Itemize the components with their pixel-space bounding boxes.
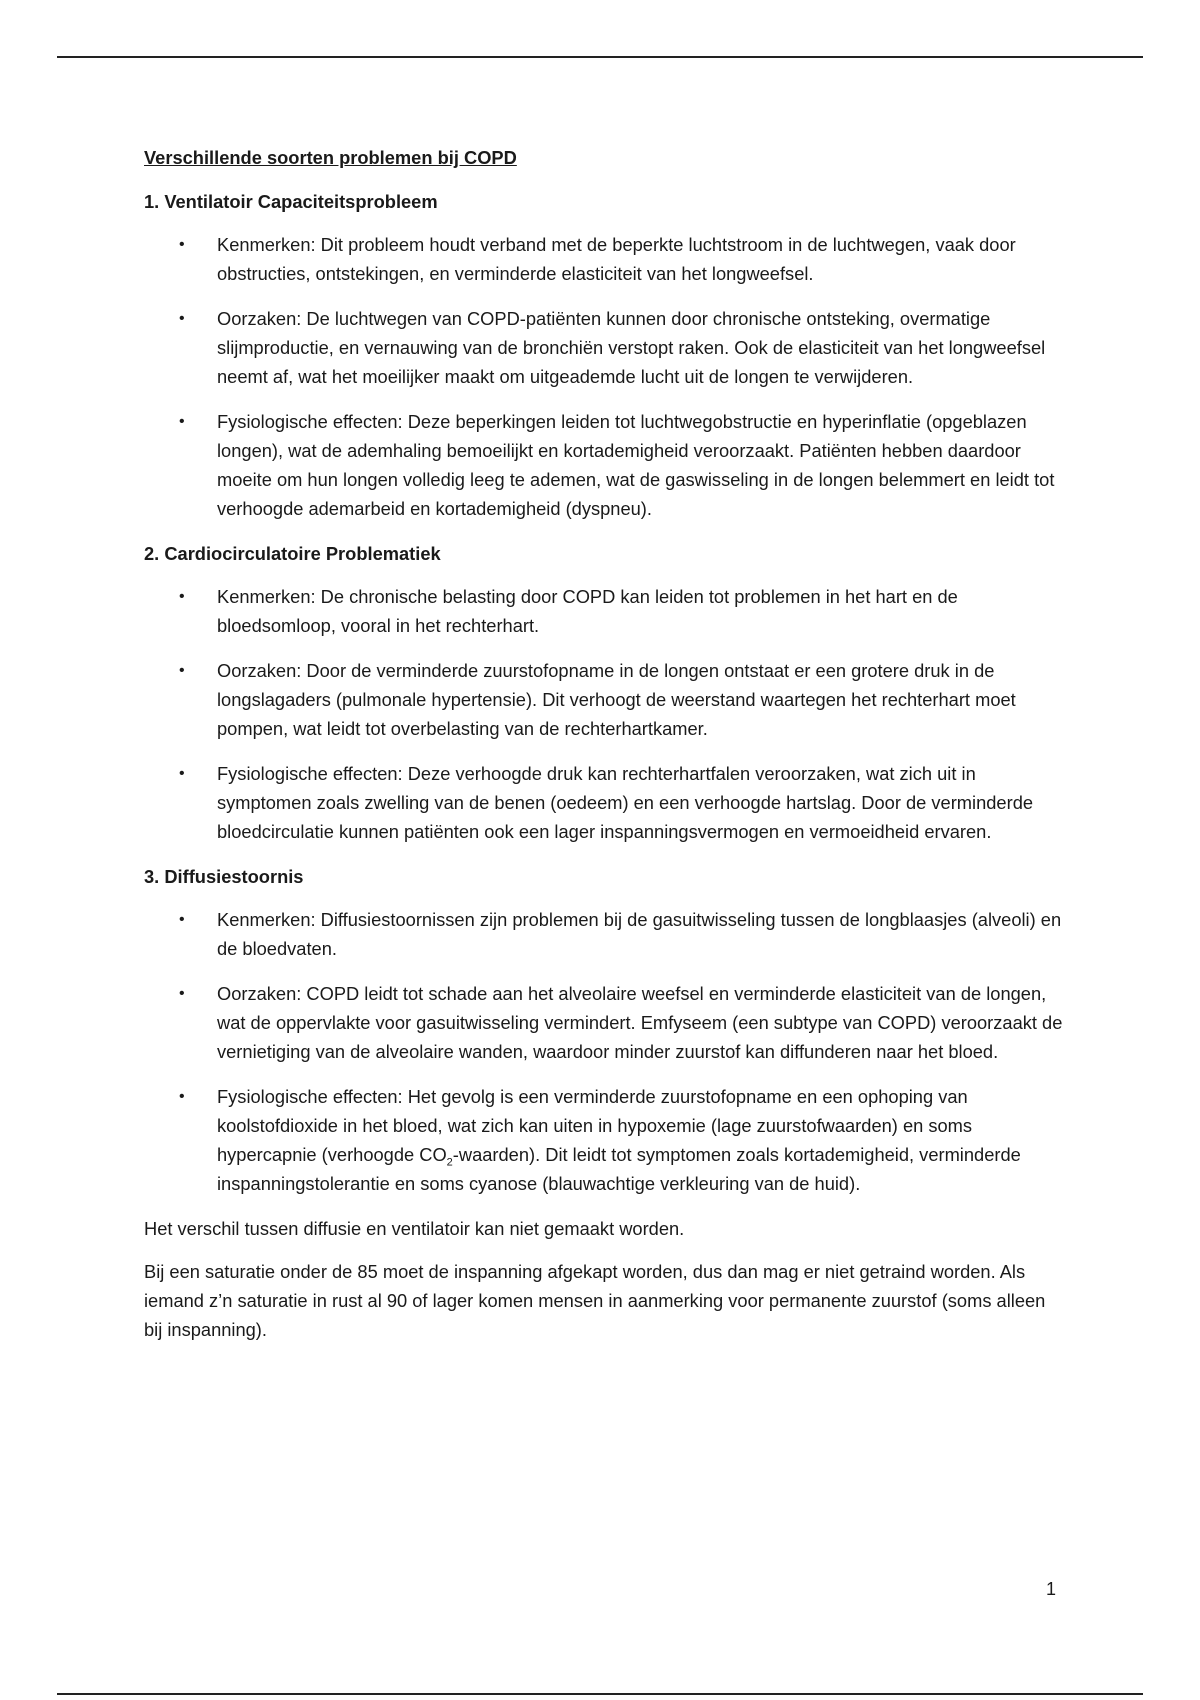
- list-item-text-part: -waarden). Dit leidt tot symptomen zoals kortademigheid, verminderde inspanningstolerantie en soms cyanose (blauwachtige verkleuring van de huid).: [217, 1144, 1021, 1194]
- bullet-icon: •: [179, 310, 185, 327]
- footer-rule: [57, 1693, 1143, 1695]
- bullet-list-diffusiestoornis: [144, 905, 1064, 1198]
- list-item: [144, 905, 1064, 963]
- bullet-icon: •: [179, 765, 185, 782]
- list-item: [144, 656, 1064, 743]
- list-item-text-part: Fysiologische effecten: Het gevolg is een verminderde zuurstofopname en een ophoping van koolstofdioxide in het bloed, wat zich kan uiten in hypoxemie (lage zuurstofwaarden) en soms hypercapnie (verhoogde CO: [217, 1086, 973, 1165]
- list-item: [144, 582, 1064, 640]
- section-heading-cardiocirculatoir: 2. Cardiocirculatoire Problematiek: [144, 543, 441, 564]
- header-rule: [57, 56, 1143, 58]
- list-item-text: Oorzaken: COPD leidt tot schade aan het alveolaire weefsel en verminderde elasticiteit van de longen, wat de oppervlakte voor gasuitwisseling vermindert. Emfyseem (een subtype van COPD) veroorzaakt de vernietiging van de alveolaire wanden, waardoor minder zuurstof kan diffunderen naar het bloed.: [217, 983, 1063, 1062]
- bullet-icon: •: [179, 911, 185, 928]
- document-title: Verschillende soorten problemen bij COPD: [144, 147, 517, 168]
- paragraph-saturatie: Bij een saturatie onder de 85 moet de inspanning afgekapt worden, dus dan mag er niet getraind worden. Als iemand z’n saturatie in rust al 90 of lager komen mensen in aanmerking voor permanente zuurstof (soms alleen bij inspanning).: [144, 1261, 1046, 1340]
- list-item-text: Oorzaken: De luchtwegen van COPD-patiënten kunnen door chronische ontsteking, overmatige slijmproductie, en vernauwing van de bronchiën verstopt raken. Ook de elasticiteit van het longweefsel neemt af, wat het moeilijker maakt om uitgeademde lucht uit de longen te verwijderen.: [217, 308, 1046, 387]
- list-item-text: [217, 1086, 1021, 1194]
- list-item: [144, 304, 1064, 391]
- bullet-icon: •: [179, 588, 185, 605]
- bullet-list-cardiocirculatoir: [144, 582, 1064, 846]
- bullet-list-ventilatoir: [144, 230, 1064, 523]
- list-item: [144, 759, 1064, 846]
- paragraph-diffusie-ventilatoir: Het verschil tussen diffusie en ventilatoir kan niet gemaakt worden.: [144, 1218, 685, 1239]
- list-item-text: Oorzaken: Door de verminderde zuurstofopname in de longen ontstaat er een grotere druk in de longslagaders (pulmonale hypertensie). Dit verhoogt de weerstand waartegen het rechterhart moet pompen, wat leidt tot overbelasting van de rechterhartkamer.: [217, 660, 1016, 739]
- bullet-icon: •: [179, 985, 185, 1002]
- page-number: 1: [1046, 1579, 1057, 1599]
- list-item-text: Kenmerken: Dit probleem houdt verband met de beperkte luchtstroom in de luchtwegen, vaak door obstructies, ontstekingen, en verminderde elasticiteit van het longweefsel.: [217, 234, 1016, 284]
- subscript-two: 2: [446, 1156, 453, 1169]
- list-item-text: Fysiologische effecten: Deze beperkingen leiden tot luchtwegobstructie en hyperinflatie (opgeblazen longen), wat de ademhaling bemoeilijkt en kortademigheid veroorzaakt. Patiënten hebben daardoor moeite om hun longen volledig leeg te ademen, wat de gaswisseling in de longen belemmert en leidt tot verhoogde ademarbeid en kortademigheid (dyspneu).: [217, 411, 1055, 519]
- section-heading-diffusiestoornis: 3. Diffusiestoornis: [144, 866, 304, 887]
- list-item: [144, 407, 1064, 523]
- bullet-icon: •: [179, 662, 185, 679]
- section-heading-ventilatoir: 1. Ventilatoir Capaciteitsprobleem: [144, 191, 438, 212]
- list-item: [144, 230, 1064, 288]
- bullet-icon: •: [179, 413, 185, 430]
- list-item: [144, 1082, 1064, 1198]
- document-body: [144, 143, 1064, 1358]
- list-item: [144, 979, 1064, 1066]
- list-item-text: Kenmerken: De chronische belasting door COPD kan leiden tot problemen in het hart en de bloedsomloop, vooral in het rechterhart.: [217, 586, 958, 636]
- bullet-icon: •: [179, 236, 185, 253]
- bullet-icon: •: [179, 1088, 185, 1105]
- list-item-text: Fysiologische effecten: Deze verhoogde druk kan rechterhartfalen veroorzaken, wat zich uit in symptomen zoals zwelling van de benen (oedeem) en een verhoogde hartslag. Door de verminderde bloedcirculatie kunnen patiënten ook een lager inspanningsvermogen en vermoeidheid ervaren.: [217, 763, 1034, 842]
- list-item-text: Kenmerken: Diffusiestoornissen zijn problemen bij de gasuitwisseling tussen de longblaasjes (alveoli) en de bloedvaten.: [217, 909, 1062, 959]
